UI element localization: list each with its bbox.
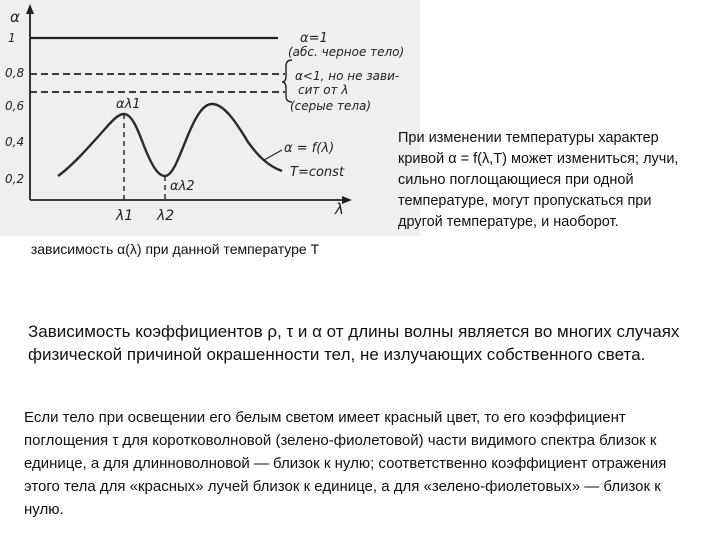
peak-label: αλ1 — [116, 97, 141, 112]
alpha-lambda-diagram — [0, 0, 420, 236]
main-statement: Зависимость коэффициентов ρ, τ и α от длины волны является во многих случаях физической причиной окрашенности тел, не излучающих собственного света. — [28, 322, 680, 364]
alpha-lambda-figure — [0, 0, 420, 236]
gray-body-line1: α<1, но не зави- — [295, 69, 400, 83]
black-body-desc: (абс. черное тело) — [288, 45, 405, 59]
x-tick-lambda2: λ2 — [157, 208, 175, 224]
y-tick-0-2: 0,2 — [5, 172, 25, 186]
gray-body-line2: сит от λ — [298, 83, 349, 97]
y-tick-0-6: 0,6 — [5, 99, 25, 113]
curve-label: α = f(λ) — [284, 141, 335, 156]
red-body-explanation: Если тело при освещении его белым светом имеет красный цвет, то его коэффициент поглощения τ для коротковолновой (зелено-фиолетовой) части видимого спектра близок к единице, а для длинноволновой — близок к нулю; соответственно коэффициент отражения этого тела для «красных» лучей близок к единице, а для «зелено-фиолетовых» — близок к нулю. — [24, 409, 667, 518]
black-body-formula: α=1 — [300, 31, 328, 46]
y-tick-0-8: 0,8 — [5, 66, 25, 80]
temperature-note: При изменении температуры характер кривой α = f(λ,T) может измениться; лучи, сильно поглощающиеся при одной температуре, могут пропускаться при другой температуре, и наоборот. — [398, 130, 679, 230]
x-axis-label: λ — [335, 200, 344, 218]
x-tick-lambda1: λ1 — [116, 208, 134, 224]
trough-label: αλ2 — [170, 179, 195, 194]
y-axis-arrow — [26, 4, 34, 14]
figure-caption: зависимость α(λ) при данной температуре T — [30, 241, 320, 257]
gray-body-desc: (серые тела) — [290, 99, 372, 113]
temp-label: T=const — [290, 165, 345, 180]
curve-leader — [264, 150, 282, 160]
gray-body-bracket — [282, 60, 292, 102]
alpha-curve — [58, 104, 282, 176]
y-tick-1: 1 — [8, 31, 16, 45]
y-tick-0-4: 0,4 — [5, 135, 25, 149]
y-axis-label: α — [10, 8, 20, 26]
